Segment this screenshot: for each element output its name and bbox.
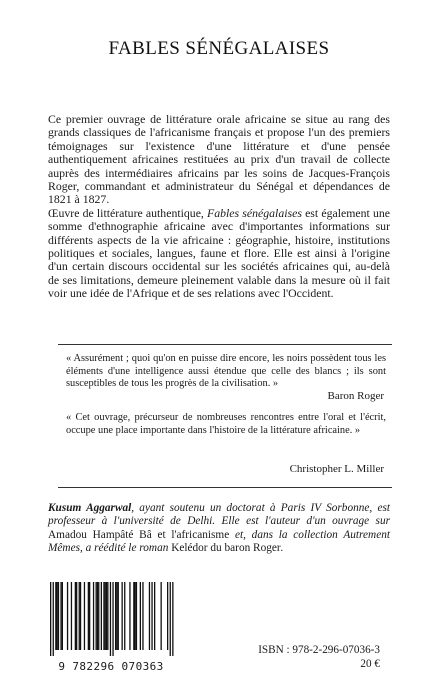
- book-title: FABLES SÉNÉGALAISES: [108, 38, 330, 59]
- barcode-bar: [67, 582, 68, 650]
- barcode-bar: [53, 582, 54, 656]
- barcode: [40, 582, 182, 672]
- blurb-paragraph-2: [48, 207, 390, 301]
- barcode-bar: [97, 582, 98, 650]
- blurb: [48, 113, 390, 301]
- barcode-bar: [93, 582, 94, 650]
- barcode-bar: [106, 582, 107, 650]
- quote-2: « Cet ouvrage, précurseur de nombreuses rencontres entre l'oral et l'écrit, occupe une place importante dans l'histoire de la littérature africaine. »: [66, 412, 386, 436]
- barcode-bar: [170, 582, 171, 656]
- book-title-italic: Fables sénégalaises: [207, 205, 302, 220]
- barcode-bar: [105, 582, 106, 650]
- barcode-bar: [79, 582, 80, 650]
- blurb-p2-start: Œuvre de littérature authentique,: [48, 205, 208, 220]
- barcode-bar: [142, 582, 143, 650]
- barcode-bar: [149, 582, 150, 650]
- quotes-box: [58, 344, 392, 488]
- bio-subject: Amadou Hampâté Bâ et l'africanisme: [48, 528, 230, 541]
- barcode-bar: [129, 582, 130, 650]
- barcode-bar: [84, 582, 85, 650]
- barcode-bar: [136, 582, 137, 650]
- barcode-bar: [167, 582, 168, 650]
- blurb-paragraph-1: Ce premier ouvrage de littérature orale africaine se situe au rang des grands classiques de l'africanisme français et propose l'un des premiers témoignages sur l'existence d'une littérature et d'une pensée authentiquement africaines restituées au prix d'un travail de collecte auprès des intermédiaires africains par les soins de Jacques-François Roger, commandant et administrateur du Sénégal et dépendances de 1821 à 1827.: [48, 112, 390, 207]
- bio-author-name: Kusum Aggarwal: [48, 502, 132, 514]
- barcode-bar: [112, 582, 113, 656]
- barcode-bar: [75, 582, 76, 650]
- quote-1-author: Baron Roger: [327, 390, 384, 402]
- isbn: ISBN : 978-2-296-07036-3: [258, 644, 380, 656]
- quote-2-author: Christopher L. Miller: [289, 463, 384, 475]
- quote-1: « Assurément ; quoi qu'on en puisse dire encore, les noirs possèdent tous les éléments d'une intelligence aussi étendue que celle des blancs ; ils sont susceptibles de tous les progrès de la civilisation. »: [66, 353, 386, 390]
- barcode-bar: [135, 582, 136, 650]
- barcode-bar: [96, 582, 97, 650]
- barcode-bar: [58, 582, 59, 650]
- price: 20 €: [360, 658, 380, 670]
- barcode-bar: [118, 582, 119, 650]
- barcode-bar: [133, 582, 134, 650]
- barcode-bar: [116, 582, 117, 650]
- barcode-bar: [80, 582, 81, 650]
- barcode-bar: [107, 582, 108, 650]
- barcode-bar: [124, 582, 125, 650]
- barcode-bar: [151, 582, 152, 650]
- barcode-bar: [101, 582, 102, 650]
- barcode-bar: [50, 582, 51, 656]
- barcode-bar: [88, 582, 89, 650]
- author-bio: [48, 502, 390, 555]
- barcode-bars: [40, 582, 182, 660]
- bio-novel: Kelédor du baron Roger: [171, 541, 281, 554]
- barcode-bar: [55, 582, 56, 650]
- barcode-bar: [154, 582, 155, 650]
- barcode-bar: [57, 582, 58, 650]
- bio-text-2: et, dans la collection Autrement Mêmes, a réédité le roman: [48, 528, 391, 554]
- barcode-bar: [110, 582, 111, 656]
- barcode-bar: [172, 582, 173, 656]
- barcode-bar: [76, 582, 77, 650]
- barcode-bar: [62, 582, 63, 650]
- barcode-bar: [98, 582, 99, 650]
- barcode-digits: 9 782296 070363: [58, 660, 164, 673]
- barcode-bar: [71, 582, 72, 650]
- bio-text-3: .: [280, 541, 284, 554]
- barcode-bar: [140, 582, 141, 650]
- barcode-bar: [115, 582, 116, 650]
- barcode-bar: [161, 582, 162, 650]
- barcode-bar: [103, 582, 104, 650]
- blurb-p2-rest: est également une somme d'ethnographie africaine avec d'importantes informations sur différents aspects de la vie africaine : géographie, histoire, institutions politiques et sociales, langues, faune et flore. Elle est ainsi à l'origine d'un certain discours occidental sur les sociétés africaines qui, au-delà de ses limitations, demeure pleinement valable dans la mesure où il fait voir une idée de l'Afrique et de ses relations avec l'Occident.: [48, 205, 390, 301]
- barcode-bar: [122, 582, 123, 650]
- barcode-bar: [89, 582, 90, 650]
- barcode-bar: [60, 582, 61, 650]
- bio-text-1: , ayant soutenu un doctorat à Paris IV Sorbonne, est professeur à l'université de Delhi. Elle est l'auteur d'un ouvrage sur: [48, 502, 390, 528]
